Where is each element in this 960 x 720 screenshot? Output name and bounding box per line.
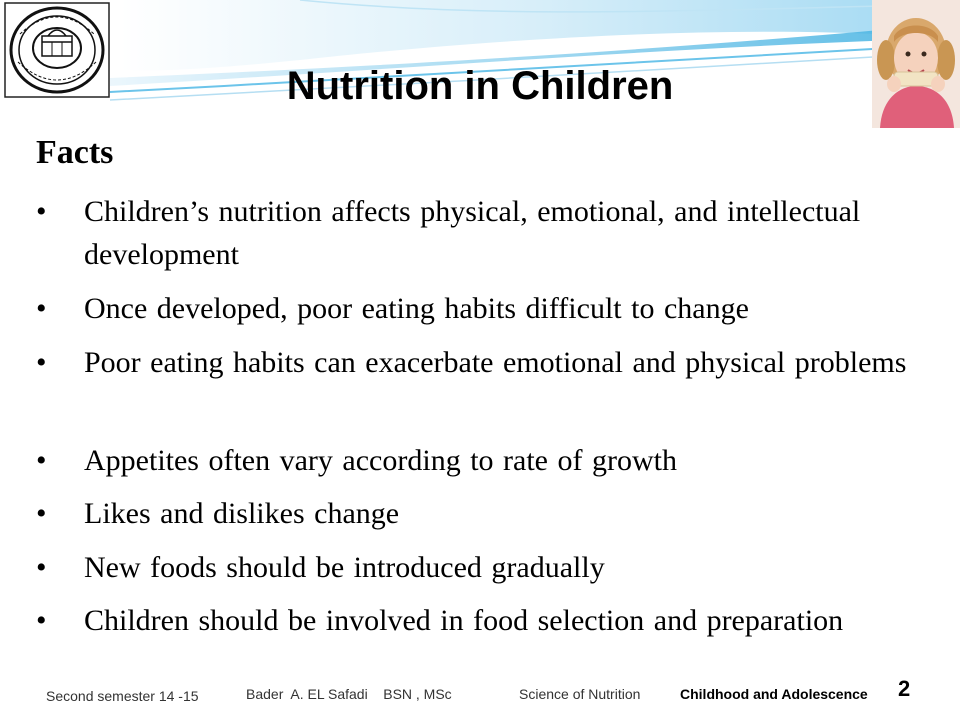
bullet-marker: • <box>36 497 47 530</box>
bullet-marker: • <box>36 346 47 379</box>
list-item <box>36 439 914 482</box>
list-item <box>36 599 914 642</box>
bullet-text: Poor eating habits can exacerbate emotional and physical problems <box>84 346 907 379</box>
bullet-text: Children’s nutrition affects physical, emotional, and intellectual development <box>84 195 861 271</box>
section-heading: Facts <box>36 134 114 171</box>
bullet-text: Once developed, poor eating habits difficult to change <box>84 292 749 325</box>
bullet-marker: • <box>36 551 47 584</box>
bullet-text: Appetites often vary according to rate of growth <box>84 444 677 477</box>
page-number: 2 <box>898 676 911 701</box>
footer-course: Science of Nutrition <box>519 686 641 702</box>
list-item <box>36 341 914 384</box>
bullet-marker: • <box>36 444 47 477</box>
list-item <box>36 546 914 589</box>
list-item <box>36 287 914 330</box>
bullet-marker: • <box>36 195 47 228</box>
bullet-text: New foods should be introduced gradually <box>84 551 605 584</box>
footer-topic: Childhood and Adolescence <box>680 686 868 702</box>
bullet-marker: • <box>36 292 47 325</box>
slide-title: Nutrition in Children <box>286 64 674 108</box>
bullet-text: Children should be involved in food selection and preparation <box>84 604 844 637</box>
footer-semester: Second semester 14 -15 <box>46 688 199 704</box>
footer-author: Bader A. EL Safadi BSN , MSc <box>246 686 452 702</box>
bullet-text: Likes and dislikes change <box>84 497 400 530</box>
list-item <box>36 190 914 276</box>
list-item <box>36 492 914 535</box>
bullet-marker: • <box>36 604 47 637</box>
